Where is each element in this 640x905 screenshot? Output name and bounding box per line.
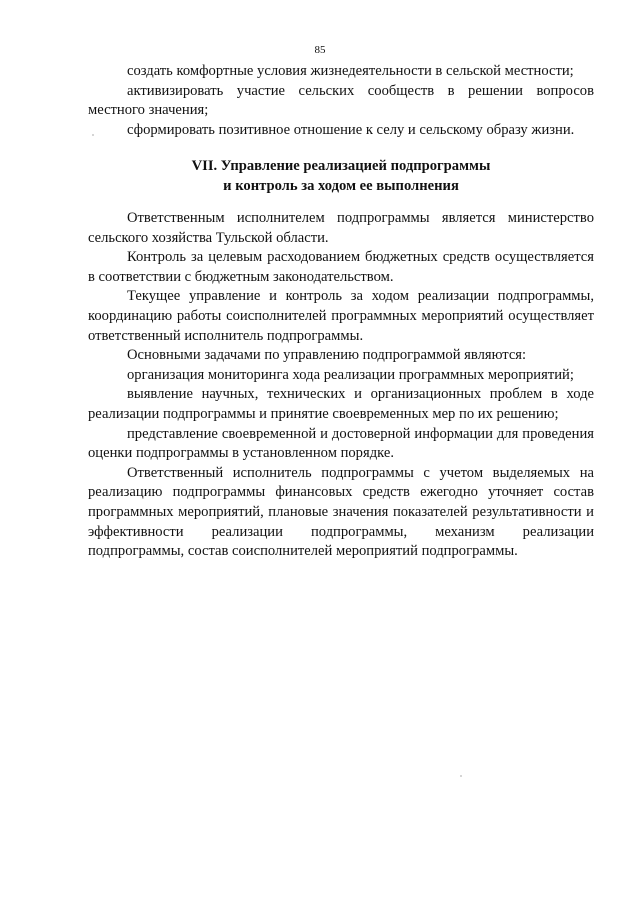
paragraph-annual-update: Ответственный исполнитель подпрограммы с учетом выделяемых на реализацию подпрограммы финансовых средств ежегодно уточняет состав программных мероприятий, плановые значения показателей результативности и эффективности реализации подпрограммы, механизм реализации подпрограммы, состав соисполнителей мероприятий подпрограммы. [88, 464, 594, 560]
scan-speck [460, 775, 462, 777]
intro-item: активизировать участие сельских сообществ в решении вопросов местного значения; [88, 82, 594, 119]
paragraph-responsible-executor: Ответственным исполнителем подпрограммы является министерство сельского хозяйства Тульской области. [88, 210, 594, 246]
intro-item: создать комфортные условия жизнедеятельности в сельской местности; [127, 63, 574, 79]
task-item-reporting: представление своевременной и достоверной информации для проведения оценки подпрограммы в установленном порядке. [88, 425, 594, 462]
intro-list [88, 62, 594, 140]
section-title-line-1: VII. Управление реализацией подпрограммы [191, 158, 491, 174]
section-title-line-2: и контроль за ходом ее выполнения [223, 177, 459, 194]
paragraph-current-management: Текущее управление и контроль за ходом реализации подпрограммы, координацию работы соисполнителей программных мероприятий осуществляет ответственный исполнитель подпрограммы. [88, 288, 594, 344]
paragraph-main-tasks: Основными задачами по управлению подпрограммой являются: [127, 347, 527, 364]
scan-speck [92, 134, 94, 136]
paragraph-budget-control: Контроль за целевым расходованием бюджетных средств осуществляется в соответствии с бюджетным законодательством. [88, 249, 594, 285]
task-item-problems: выявление научных, технических и организационных проблем в ходе реализации подпрограммы и принятие своевременных мер по их решению; [88, 386, 594, 422]
intro-item: сформировать позитивное отношение к селу и сельскому образу жизни. [127, 121, 575, 138]
section-body [88, 209, 594, 562]
page-number: 85 [314, 44, 326, 56]
task-item-monitoring: организация мониторинга хода реализации программных мероприятий; [127, 366, 574, 383]
section-heading [88, 157, 594, 196]
